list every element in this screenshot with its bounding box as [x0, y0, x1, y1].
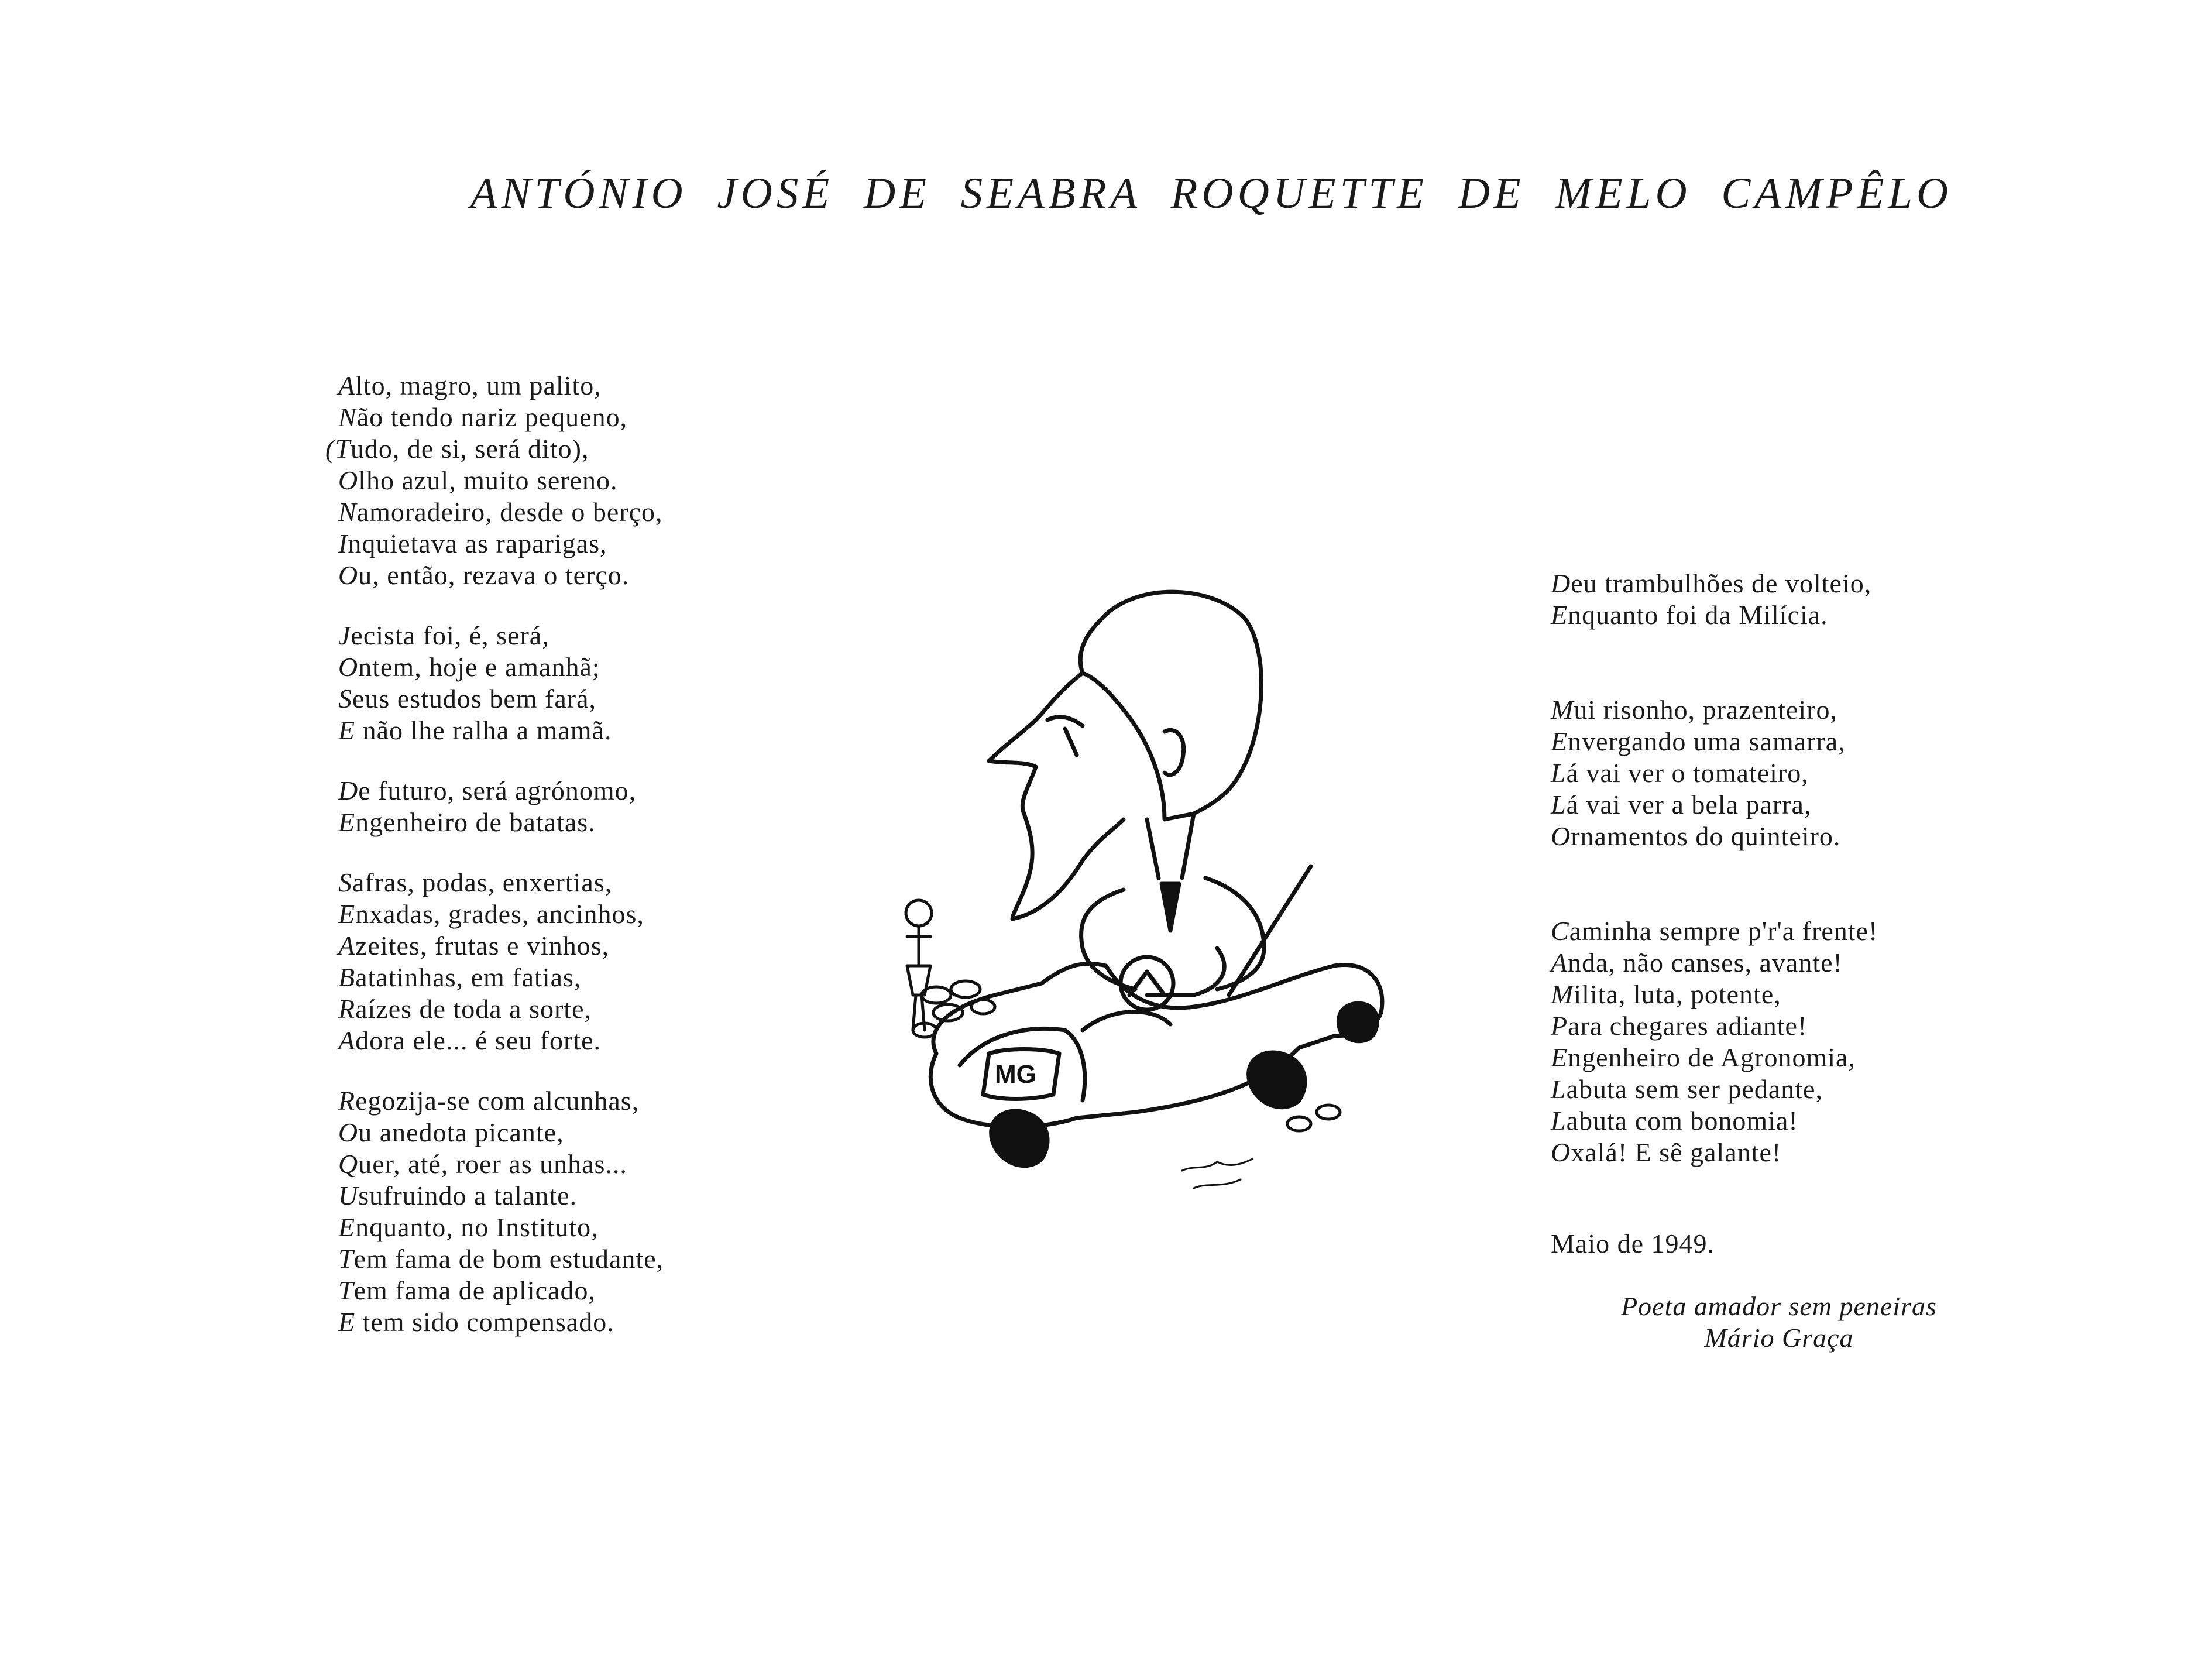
poem-line: Deu trambulhões de volteio,	[1551, 568, 1872, 598]
poem-line: Enxadas, grades, ancinhos,	[338, 899, 644, 929]
woman-figure	[906, 900, 932, 1030]
poem-line: Inquietava as raparigas,	[338, 529, 607, 558]
caricature-neck	[1147, 814, 1194, 878]
poem-line: Raízes de toda a sorte,	[338, 994, 592, 1024]
poem-line: Para chegares adiante!	[1551, 1011, 1808, 1041]
poem-line: Namoradeiro, desde o berço,	[338, 497, 663, 527]
poem-line: Enquanto foi da Milícia.	[1551, 600, 1828, 630]
stanza	[338, 867, 783, 1057]
car-plate: MG	[995, 1060, 1036, 1089]
stanza	[338, 1085, 783, 1338]
stanza	[325, 370, 783, 591]
poem-line: Quer, até, roer as unhas...	[338, 1149, 627, 1179]
poem-line: Anda, não canses, avante!	[1551, 948, 1843, 977]
car-fender	[1083, 1012, 1170, 1030]
poem-line: Enquanto, no Instituto,	[338, 1212, 599, 1242]
signature-line-1: Poeta amador sem peneiras	[1621, 1291, 1937, 1321]
page-title: ANTÓNIO JOSÉ DE SEABRA ROQUETTE DE MELO CAMPÊLO	[470, 169, 1953, 218]
car-body	[930, 963, 1382, 1127]
poem-line: Envergando uma samarra,	[1551, 726, 1846, 756]
poem-line: Ou anedota picante,	[338, 1117, 564, 1147]
poem-line: Alto, magro, um palito,	[338, 371, 602, 400]
poem-line: Ou, então, rezava o terço.	[338, 560, 630, 590]
poem-right-column	[1551, 568, 1995, 1197]
poem-line: Batatinhas, em fatias,	[338, 962, 582, 992]
stanza	[338, 620, 783, 746]
car-wheel-back	[1338, 1003, 1377, 1041]
poem-left-column	[325, 370, 783, 1367]
caricature-illustration	[889, 585, 1410, 1241]
caricature-eye	[1047, 717, 1083, 755]
stanza	[338, 775, 783, 838]
poem-line: Olho azul, muito sereno.	[338, 465, 618, 495]
poem-line: Jecista foi, é, será,	[338, 620, 549, 650]
caricature-ear	[1165, 730, 1184, 774]
stanza	[1551, 568, 1995, 631]
poem-line: Seus estudos bem fará,	[338, 684, 596, 714]
poem-line: Tem fama de aplicado,	[338, 1275, 596, 1305]
poem-line: Labuta sem ser pedante,	[1551, 1074, 1823, 1104]
poem-date: Maio de 1949.	[1551, 1229, 1715, 1258]
poem-line: Labuta com bonomia!	[1551, 1106, 1798, 1136]
car-wheel-rear	[1249, 1052, 1305, 1107]
poem-line: Oxalá! E sê galante!	[1551, 1137, 1782, 1167]
poem-line: Caminha sempre p'r'a frente!	[1551, 916, 1878, 946]
signature-line-2: Mário Graça	[1704, 1323, 1854, 1353]
car-wheel-front	[991, 1111, 1047, 1166]
poem-line: Lá vai ver o tomateiro,	[1551, 758, 1809, 788]
poem-line: Tem fama de bom estudante,	[338, 1244, 664, 1274]
poem-line: E tem sido compensado.	[338, 1307, 614, 1337]
poem-line: Regozija-se com alcunhas,	[338, 1086, 640, 1116]
caricature-tie	[1162, 884, 1179, 931]
poem-line: Mui risonho, prazenteiro,	[1551, 695, 1837, 725]
artist-signature	[1182, 1159, 1252, 1188]
poem-line: Usufruindo a talante.	[338, 1181, 578, 1210]
poem-line: Não tendo nariz pequeno,	[338, 402, 628, 432]
poem-line: Lá vai ver a bela parra,	[1551, 790, 1812, 819]
poem-line: Ornamentos do quinteiro.	[1551, 821, 1841, 851]
poem-line: Azeites, frutas e vinhos,	[338, 931, 610, 961]
poem-line: De futuro, será agrónomo,	[338, 776, 637, 805]
poem-line: Safras, podas, enxertias,	[338, 867, 613, 897]
stanza	[1551, 915, 1995, 1168]
poem-line: Milita, luta, potente,	[1551, 979, 1781, 1009]
caricature-head	[1080, 592, 1261, 819]
caricature-face	[989, 673, 1124, 919]
poem-line: Adora ele... é seu forte.	[338, 1025, 602, 1055]
poem-line: E não lhe ralha a mamã.	[338, 715, 612, 745]
poem-line: (Tudo, de si, será dito),	[325, 434, 589, 464]
author-signature	[1574, 1291, 1984, 1354]
poem-line: Engenheiro de batatas.	[338, 807, 596, 837]
poem-line: Ontem, hoje e amanhã;	[338, 652, 600, 682]
poem-line: Engenheiro de Agronomia,	[1551, 1042, 1856, 1072]
stanza	[1551, 694, 1995, 852]
